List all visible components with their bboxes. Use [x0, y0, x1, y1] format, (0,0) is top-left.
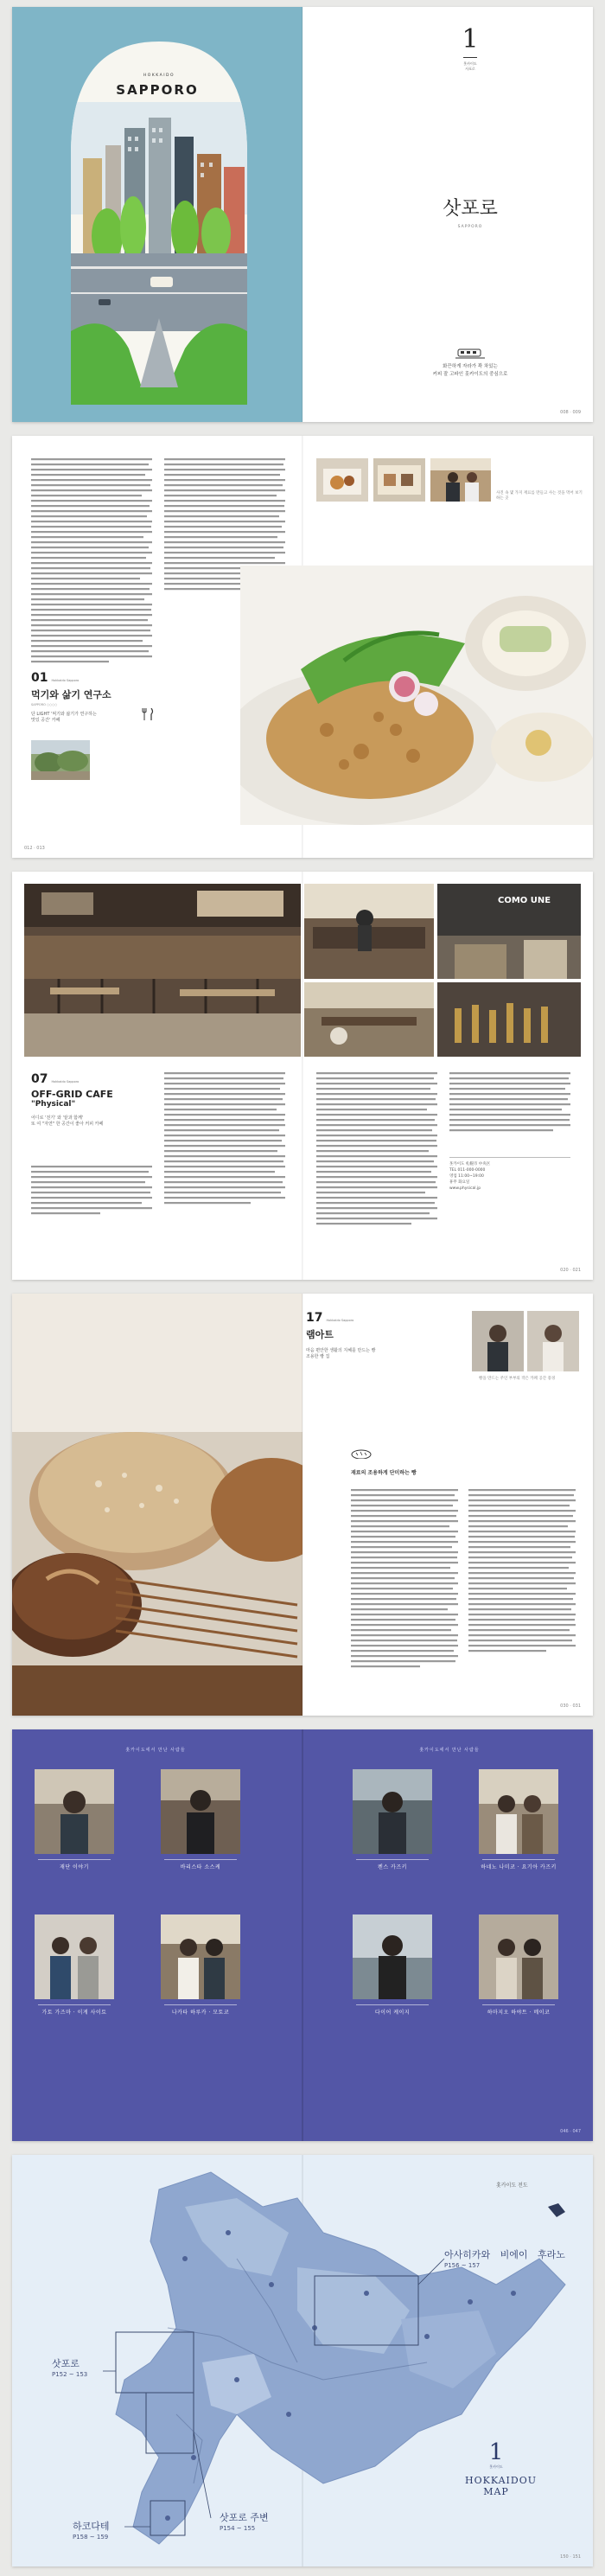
person-card-4: [161, 1914, 240, 2016]
person-photo-7: [353, 1914, 432, 1999]
chapter-number: 1: [462, 24, 479, 54]
section-desc-line-1: 단 LIGHT '먹기와 삶기가 연구하는: [31, 712, 97, 717]
page-folio: 030 · 031: [560, 1703, 581, 1709]
person-name-5: 켄스 카즈키: [378, 1864, 407, 1870]
spread-cover-sapporo: [12, 7, 593, 422]
shop-info-hours: 영업 11:00~19:00: [449, 1174, 484, 1179]
cover-illustration: [12, 7, 302, 422]
body-column-3: [316, 1072, 437, 1254]
svg-text:HOKKAIDO: HOKKAIDO: [143, 74, 175, 78]
map-number: 1: [488, 2439, 504, 2465]
section-desc-line-2: 또 여 "자연" 한 공간이 좋아 커피 카페: [31, 1122, 104, 1127]
person-card-6: [479, 1769, 558, 1870]
map-en-title-2: MAP: [483, 2486, 509, 2497]
map-label-sapporo: 삿포로: [52, 2358, 80, 2369]
section-desc-line-2: 조용한 빵 집: [306, 1354, 330, 1359]
person-photo-8: [479, 1914, 558, 1999]
section-number: 17: [306, 1311, 323, 1325]
map-label-hakodate-group: [73, 2522, 110, 2542]
person-photo-4: [161, 1914, 240, 1999]
photo-small-1: [316, 458, 368, 502]
intro-text: [392, 363, 548, 379]
shop-info-web: www.physical.jp: [449, 1186, 481, 1191]
cafe-counter-photo: [304, 884, 434, 979]
thumbnail-photo: [31, 740, 90, 780]
shop-info-closed: 휴무 화요일: [449, 1180, 470, 1185]
person-photo-3: [35, 1914, 114, 1999]
section-desc-line-1: 어디로 '전기' 와 '끝과 함께': [31, 1115, 84, 1121]
map-en-title-1: HOKKAIDOU: [465, 2475, 537, 2486]
shop-info: [449, 1157, 570, 1192]
bread-icon: [351, 1446, 372, 1456]
left-page-header: 홋카이도에서 만난 사람들: [125, 1748, 186, 1753]
main-dish-photo: [240, 566, 593, 825]
map-label-sapporo-group: [52, 2359, 87, 2380]
chapter-marker: [453, 26, 487, 72]
map-label-sapporo-near-group: [220, 2513, 269, 2534]
person-name-1: 재단 이야기: [60, 1864, 89, 1870]
map-label-hakodate: 하코다테: [73, 2521, 110, 2532]
person-name-3: 가토 가즈마 · 이게 사이토: [41, 2010, 107, 2016]
body-column-4: [449, 1072, 570, 1150]
spread-section-07: [12, 872, 593, 1280]
person-card-2: [161, 1769, 240, 1870]
shop-info-tel: TEL 011-000-0000: [449, 1168, 486, 1173]
page-folio: 008 · 009: [560, 410, 581, 415]
map-label-sapporo-near: 삿포로 주변: [220, 2512, 269, 2523]
baker-photo-1: [472, 1311, 524, 1371]
page-folio: 150 · 151: [560, 2554, 581, 2560]
map-label-biei: 비에이: [500, 2249, 528, 2260]
map-label-asahikawa: 아사히카와: [444, 2249, 491, 2260]
person-card-8: [479, 1914, 558, 2016]
right-page-header: 홋카이도에서 만난 사람들: [419, 1748, 480, 1753]
cafe-bottles-photo: [437, 982, 581, 1057]
person-name-8: 하마지오 하야트 · 메이코: [487, 2010, 551, 2016]
bread-photo: [12, 1294, 302, 1716]
intro-line-1: 화끈하게 자라가 꽉 차있는: [443, 364, 498, 369]
map-label-asahikawa-pages: P156 ~ 157: [444, 2262, 481, 2269]
page-title-en: SAPPORO: [457, 225, 483, 229]
person-photo-5: [353, 1769, 432, 1854]
map-title: 홋카이도 전도: [496, 2183, 528, 2189]
map-label-furano: 후라노: [538, 2249, 565, 2260]
page-title: 삿포로: [443, 198, 498, 220]
person-name-7: 다이어 케이지: [374, 2010, 411, 2016]
map-chapter-block: [465, 2439, 537, 2497]
cafe-sign-text: COMO UNE: [498, 896, 551, 905]
section-title: OFF-GRID CAFE: [31, 1089, 113, 1100]
person-card-5: [353, 1769, 432, 1870]
spread-map: [12, 2155, 593, 2566]
spread-people: [12, 1729, 593, 2141]
person-name-6: 하네노 나미코 · 요기아 카즈키: [481, 1864, 557, 1870]
section-title: 램아트: [306, 1329, 334, 1340]
body-column-1: [31, 1166, 152, 1252]
photo-small-3: [430, 458, 491, 502]
map-label-hakodate-pages: P158 ~ 159: [73, 2534, 109, 2541]
section-number: 01: [31, 671, 48, 685]
map-label-sapporo-pages: P152 ~ 153: [52, 2371, 88, 2378]
baker-photo-2: [527, 1311, 579, 1371]
intro-line-2: 커피 잘 고파인 홋카이도의 중심으로: [432, 372, 508, 377]
section-description: [306, 1348, 436, 1360]
person-card-1: [35, 1769, 114, 1870]
section-number: 07: [31, 1072, 48, 1086]
cafe-interior-photo-large: [24, 884, 301, 1057]
train-icon: [455, 347, 485, 359]
body-column-1: [351, 1489, 458, 1679]
person-photo-1: [35, 1769, 114, 1854]
body-column-2: [468, 1489, 576, 1679]
person-card-3: [35, 1914, 114, 2016]
chapter-sub-2: 사포로: [465, 67, 475, 71]
section-header-07: [31, 1072, 135, 1128]
map-label-asahikawa-group: [444, 2250, 565, 2271]
section-tag: Hokkaido Sapporo: [51, 1080, 80, 1083]
photo-caption: 사진 속 몇 가지 재료를 만들고 사는 것을 먹어 보기 하는 곳: [496, 491, 583, 501]
section-description: [31, 1115, 135, 1128]
photo-caption: 빵을 만드는 주인 부부의 작은 카페 공간 풍경: [479, 1377, 556, 1381]
body-column-1: [31, 458, 152, 674]
page-folio: 012 · 013: [24, 846, 45, 851]
cafe-table-photo: [304, 982, 434, 1057]
spread-section-17: [12, 1294, 593, 1716]
person-photo-2: [161, 1769, 240, 1854]
chapter-sub-1: 홋카이도: [463, 61, 477, 66]
spread-section-01: [12, 436, 593, 858]
hokkaido-map: [12, 2155, 593, 2566]
cutlery-icon: [142, 707, 156, 719]
map-label-sapporo-near-pages: P154 ~ 155: [220, 2525, 256, 2532]
cafe-sign-photo: [437, 884, 581, 979]
person-card-7: [353, 1914, 432, 2016]
section-desc-line-2: 맛있 공간' 카페: [31, 718, 60, 723]
person-name-4: 나카타 하루카 · 모토코: [171, 2010, 230, 2016]
section-tag: Hokkaido Sapporo: [326, 1319, 354, 1322]
section-title-2: "Physical": [31, 1100, 76, 1109]
page-folio: 046 · 047: [560, 2129, 581, 2134]
section-header-17: [306, 1311, 436, 1360]
map-number-sub: 홋카이도: [489, 2464, 503, 2469]
body-column-2: [164, 1072, 285, 1254]
section-title-en: SAPPORO ○○○○: [31, 703, 58, 706]
section-tag: Hokkaido Sapporo: [51, 679, 80, 682]
shop-info-address: 홋카이도 札幌市 中央区: [449, 1162, 491, 1167]
section-title: 먹기와 삶기 연구소: [31, 689, 111, 700]
person-name-2: 바리스타 소스케: [180, 1864, 221, 1870]
page-folio: 020 · 021: [560, 1268, 581, 1273]
photo-small-2: [373, 458, 425, 502]
person-photo-6: [479, 1769, 558, 1854]
cover-title: SAPPORO: [116, 82, 199, 98]
mid-heading: 재료의 조용하게 단미하는 빵: [351, 1470, 417, 1476]
section-desc-line-1: 마음 편안한 생활의 지혜를 만드는 빵: [306, 1348, 376, 1353]
